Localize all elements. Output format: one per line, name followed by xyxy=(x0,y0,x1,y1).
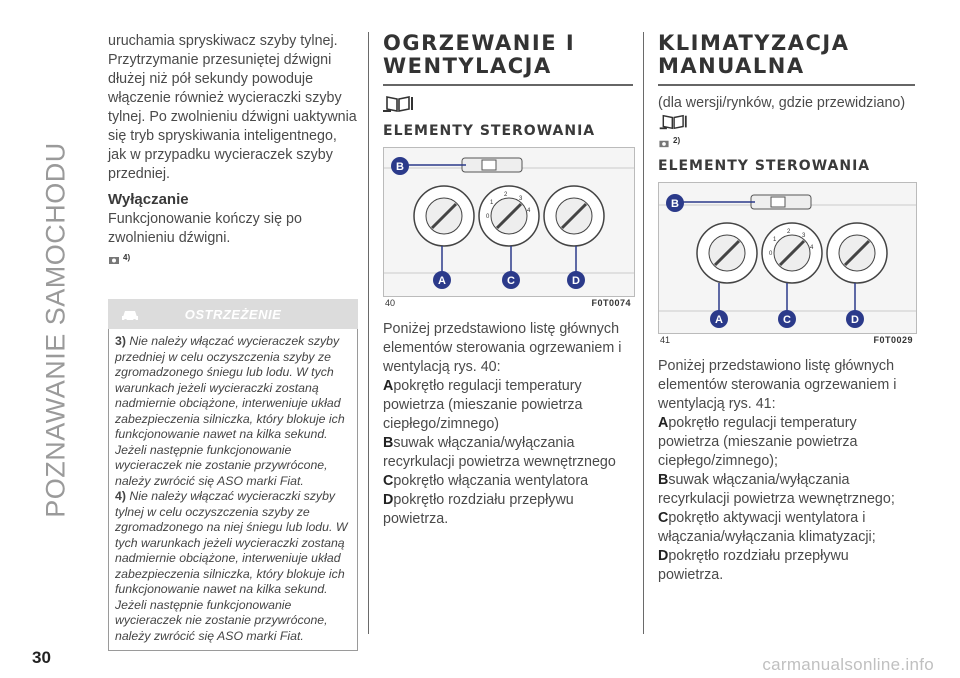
heading-title-line1: OGRZEWANIE I xyxy=(383,31,576,55)
heading-title-line1: KLIMATYZACJA xyxy=(658,31,850,55)
fan-level-label: 4 xyxy=(810,245,814,251)
ref-number: 4) xyxy=(123,253,131,262)
section-side-title: POZNAWANIE SAMOCHODU xyxy=(40,142,71,518)
heading-title-line2: MANUALNA xyxy=(658,54,805,78)
figure-caption xyxy=(658,335,915,345)
callout-d: D xyxy=(851,314,859,326)
warning-icon xyxy=(658,136,670,154)
warning-title: OSTRZEŻENIE xyxy=(184,307,282,322)
paragraph-intro: uruchamia spryskiwacz szyby tylnej. Przytrzymanie przesuniętej dźwigni dłużej niż pół sekundy powoduje włączenie również wycieraczki szyby tylnej. Po zwolnieniu dźwigni uaktywnia się tryb spryskiwania inteligentnego, jak w przypadku wycieraczek szyby przedniej. xyxy=(108,33,357,182)
figure-controls-40 xyxy=(383,147,635,297)
list-item xyxy=(658,547,915,585)
warning-item-3 xyxy=(115,334,351,489)
figure-code: F0T0074 xyxy=(591,298,631,308)
fan-level-label: 3 xyxy=(519,196,523,202)
list-item xyxy=(658,414,915,471)
ref-row xyxy=(658,136,915,154)
list-item xyxy=(658,471,915,509)
item-letter: A xyxy=(658,415,669,431)
item-letter: B xyxy=(658,472,669,488)
fan-level-label: 1 xyxy=(773,237,777,243)
book-icon xyxy=(658,113,692,136)
item-text: pokrętło włączania wentylatora xyxy=(393,473,589,489)
item-letter: D xyxy=(658,548,669,564)
page-number: 30 xyxy=(32,648,51,667)
column-divider xyxy=(368,32,369,634)
column-divider xyxy=(643,32,644,634)
section-heading: ELEMENTY STEROWANIA xyxy=(658,158,871,174)
fan-level-label: 2 xyxy=(787,229,791,235)
heading-title-line2: WENTYLACJA xyxy=(383,54,552,78)
paragraph-intro: Poniżej przedstawiono listę głównych elementów sterowania ogrzewaniem i wentylacją rys. 41: xyxy=(658,358,897,412)
heading-rule xyxy=(383,84,633,86)
subheading-wylaczanie: Wyłączanie xyxy=(108,191,189,208)
item-text: pokrętło rozdziału przepływu powietrza. xyxy=(383,492,574,527)
column-middle xyxy=(383,32,633,529)
column-right xyxy=(658,32,915,585)
item-letter: C xyxy=(383,473,394,489)
fan-level-label: 0 xyxy=(769,251,773,257)
ref-number: 2) xyxy=(673,136,681,145)
figure-number: 40 xyxy=(385,298,396,308)
subtitle: (dla wersji/rynków, gdzie przewidziano) xyxy=(658,95,906,111)
list-item xyxy=(383,491,633,529)
warning-number: 4) xyxy=(115,489,126,503)
column-left xyxy=(108,32,358,651)
item-letter: B xyxy=(383,435,394,451)
figure-number: 41 xyxy=(660,335,671,345)
item-text: suwak włączania/wyłączania recyrkulacji powietrza wewnętrznego xyxy=(383,435,616,470)
warning-item-4 xyxy=(115,489,351,644)
watermark: carmanualsonline.info xyxy=(762,655,934,674)
callout-b: B xyxy=(396,161,404,173)
callout-d: D xyxy=(572,275,580,287)
heading-rule xyxy=(658,84,915,86)
item-text: pokrętło aktywacji wentylatora i włączania/wyłączania klimatyzacji; xyxy=(658,510,876,545)
paragraph-off: Funkcjonowanie kończy się po zwolnieniu dźwigni. xyxy=(108,211,302,246)
item-text: pokrętło regulacji temperatury powietrza (mieszanie powietrza ciepłego/zimnego); xyxy=(658,415,858,469)
list-item xyxy=(383,434,633,472)
item-letter: C xyxy=(658,510,669,526)
paragraph-intro: Poniżej przedstawiono listę głównych elementów sterowania ogrzewaniem i wentylacją rys. 40: xyxy=(383,321,622,375)
item-letter: D xyxy=(383,492,394,508)
item-text: pokrętło rozdziału przepływu powietrza. xyxy=(658,548,849,583)
warning-text: Nie należy włączać wycieraczek szyby przedniej w celu oczyszczenia szyby ze zgromadzonego śniegu lub lodu. W tych warunkach jeżeli wycieraczki zostaną nadmiernie obciążone, interweniuje układ zabezpieczenia silniczka, który blokuje ich funkcjonowanie nawet na kilka sekund. Jeżeli następnie funkcjonowanie wycieraczek nie zostanie przywrócone, należy zwrócić się ASO marki Fiat. xyxy=(115,334,345,488)
ref-row xyxy=(108,253,358,271)
callout-c: C xyxy=(783,314,791,326)
fan-level-label: 3 xyxy=(802,233,806,239)
figure-caption xyxy=(383,298,633,308)
figure-controls-41 xyxy=(658,182,917,334)
section-heading: ELEMENTY STEROWANIA xyxy=(383,123,596,139)
warning-number: 3) xyxy=(115,334,126,348)
item-text: pokrętło regulacji temperatury powietrza (mieszanie powietrza ciepłego/zimnego) xyxy=(383,378,583,432)
list-item xyxy=(383,472,633,491)
fan-level-label: 2 xyxy=(504,192,508,198)
fan-level-label: 4 xyxy=(527,208,531,214)
list-item xyxy=(658,509,915,547)
item-text: suwak włączania/wyłączania recyrkulacji powietrza wewnętrznego; xyxy=(658,472,895,507)
warning-content xyxy=(108,329,358,651)
book-icon xyxy=(383,94,417,119)
callout-a: A xyxy=(715,314,723,326)
fan-level-label: 1 xyxy=(490,200,494,206)
warning-text: Nie należy włączać wycieraczki szyby tylnej w celu oczyszczenia szyby ze zgromadzonego na niej śniegu lub lodu. W tych warunkach jeżeli wycieraczki zostaną nadmiernie obciążone, interweniuje układ zabezpieczenia silniczka, który blokuje ich funkcjonowanie nawet na kilka sekund. Jeżeli następnie funkcjonowanie wycieraczek nie zostanie przywrócone, należy zwrócić się ASO marki Fiat. xyxy=(115,489,348,643)
warning-icon xyxy=(108,253,120,271)
item-letter: A xyxy=(383,378,394,394)
callout-a: A xyxy=(438,275,446,287)
fan-level-label: 0 xyxy=(486,214,490,220)
callout-b: B xyxy=(671,198,679,210)
figure-code: F0T0029 xyxy=(873,335,913,345)
warning-header xyxy=(108,299,358,329)
list-item xyxy=(383,377,633,434)
callout-c: C xyxy=(507,275,515,287)
